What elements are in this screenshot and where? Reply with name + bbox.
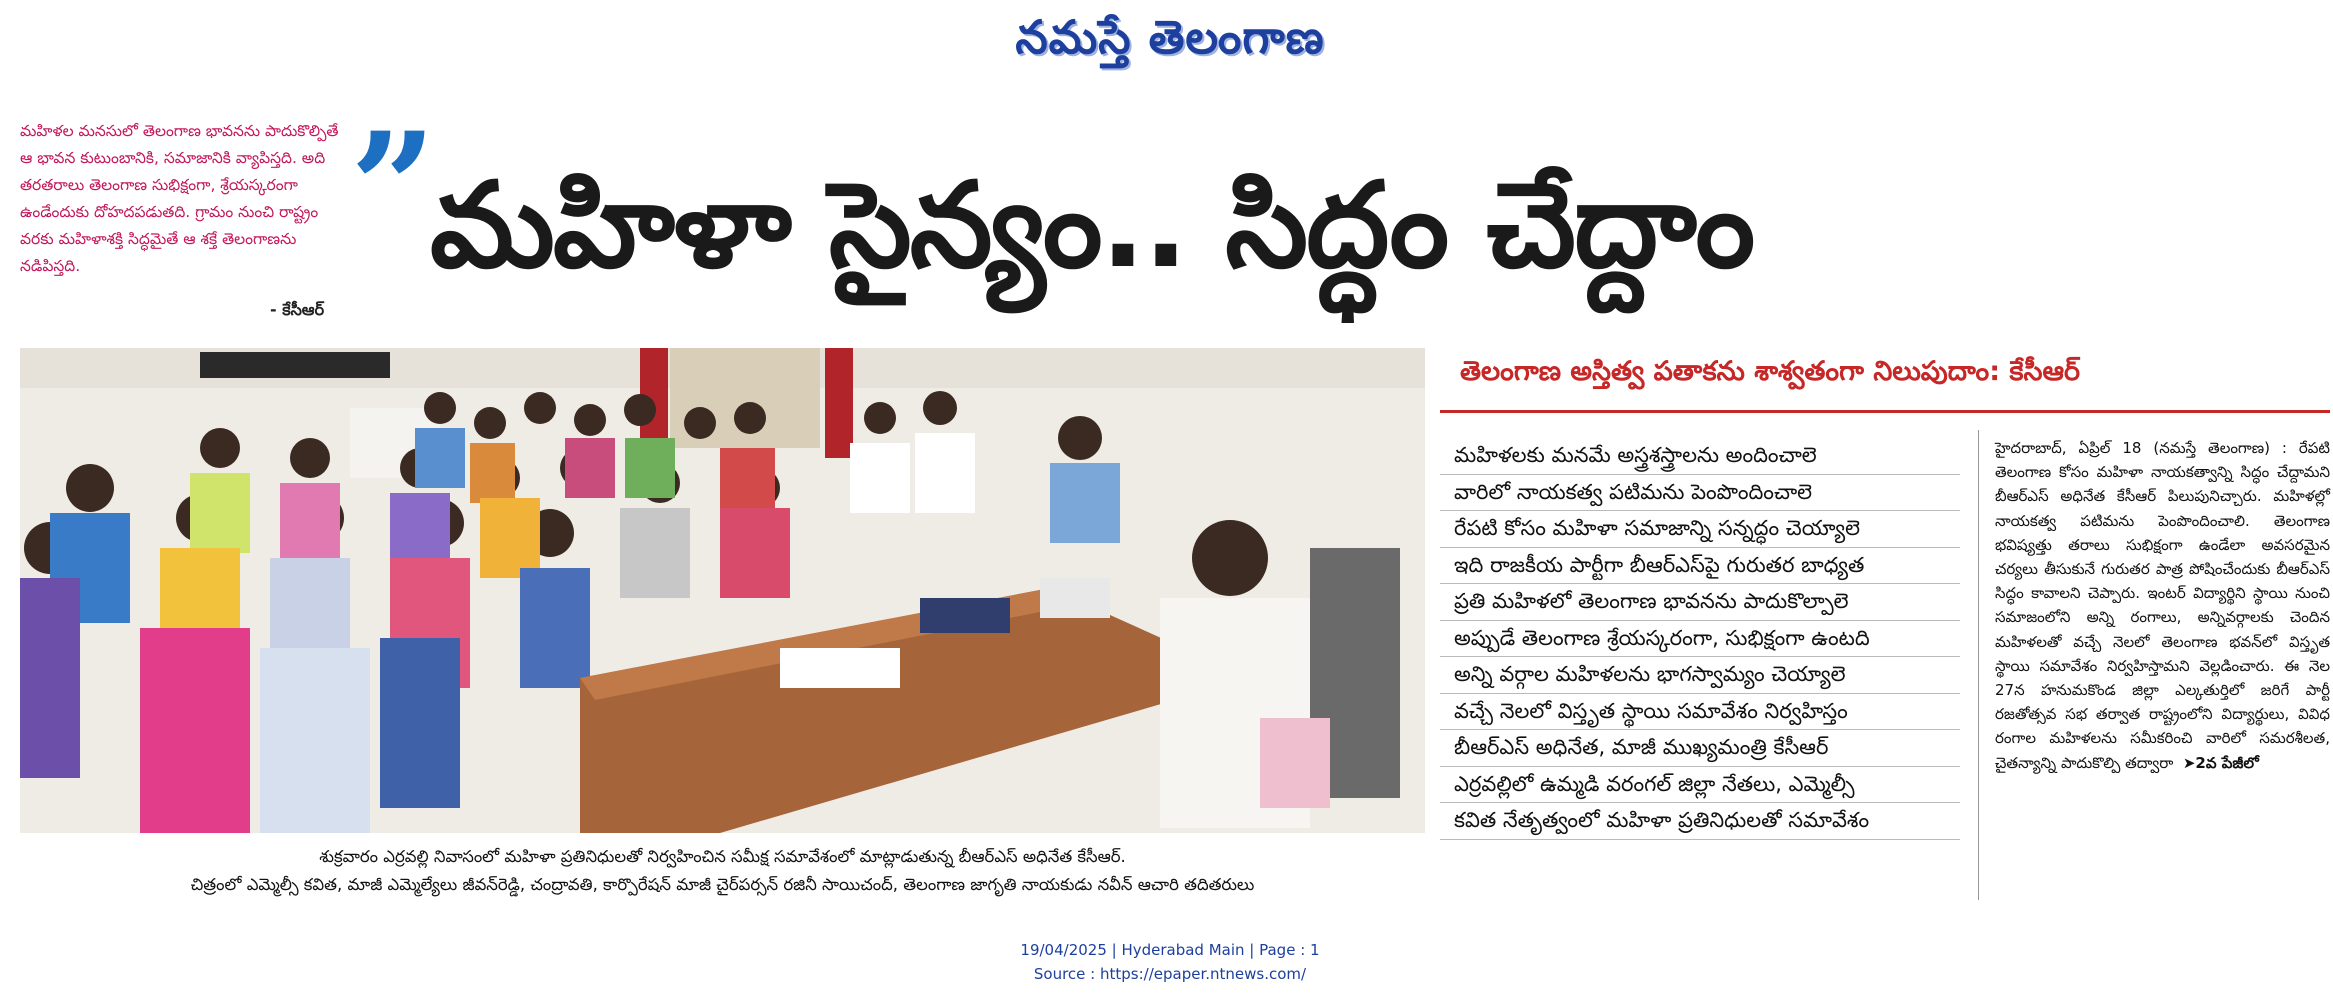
highlight-item: బీఆర్‌ఎస్ అధినేత, మాజీ ముఖ్యమంత్రి కేసీఆర్: [1440, 730, 1960, 767]
masthead: [960, 10, 1380, 74]
highlight-item: అప్పుడే తెలంగాణ శ్రేయస్కరంగా, సుభిక్షంగా ఉంటది: [1440, 621, 1960, 658]
highlight-item: వచ్చే నెలలో విస్తృత స్థాయి సమావేశం నిర్వహిస్తం: [1440, 694, 1960, 731]
caption-line-2: చిత్రంలో ఎమ్మెల్సీ కవిత, మాజీ ఎమ్మెల్యేలు జీవన్‌రెడ్డి, చంద్రావతి, కార్పొరేషన్ మాజీ చైర్‌పర్సన్ రజినీ సాయిచంద్, తెలంగాణ జాగృతి నాయకుడు నవీన్ ఆచారి తదితరులు: [190, 875, 1255, 894]
footer-source[interactable]: Source : https://epaper.ntnews.com/: [1033, 965, 1307, 983]
highlight-item: ఎర్రవల్లిలో ఉమ్మడి వరంగల్ జిల్లా నేతలు, ఎమ్మెల్సీ: [1440, 767, 1960, 804]
news-photo: [20, 348, 1425, 833]
footer-edition: 19/04/2025 | Hyderabad Main | Page : 1: [1020, 941, 1320, 959]
highlight-item: రేపటి కోసం మహిళా సమాజాన్ని సన్నద్ధం చెయ్యాలె: [1440, 511, 1960, 548]
story-text: హైదరాబాద్, ఏప్రిల్ 18 (నమస్తే తెలంగాణ) : రేపటి తెలంగాణ కోసం మహిళా నాయకత్వాన్ని సిద్ధం చేద్దామని బీఆర్‌ఎస్ అధినేత కేసీఆర్ పిలుపునిచ్చారు. మహిళల్లో నాయకత్వ పటిమను పెంపొందించాలి. తెలంగాణ భవిష్యత్తు తరాలు సుభిక్షంగా ఉండేలా అవసరమైన చర్యలు తీసుకునే గురుతర పాత్ర పోషించేందుకు బీఆర్‌ఎస్ సిద్ధం కావాలని చెప్పారు. ఇంటర్ విద్యార్థిని స్థాయి నుంచి సమాజంలోని అన్ని రంగాలు, అన్నివర్గాలకు చెందిన మహిళలతో వచ్చే నెలలో తెలంగాణ భవన్‌లో విస్తృత స్థాయి సమావేశం నిర్వహిస్తామని వెల్లడించారు. ఈ నెల 27న హనుమకొండ జిల్లా ఎల్కతుర్తిలో జరిగే పార్టీ రజతోత్సవ సభ తర్వాత రాష్ట్రంలోని విద్యార్థులు, వివిధ రంగాల మహిళలను సమీకరించి వారిలో సమరశీలత, చైతన్యాన్ని పాదుకొల్పి తద్వారా: [1995, 439, 2330, 772]
pull-quote: మహిళల మనసులో తెలంగాణ భావనను పాదుకొల్పితే ఆ భావన కుటుంబానికి, సమాజానికి వ్యాపిస్తది. అది తరతరాలు తెలంగాణ సుభిక్షంగా, శ్రేయస్కరంగా ఉండేందుకు దోహదపడుతది. గ్రామం నుంచి రాష్ట్రం వరకు మహిళాశక్తి సిద్ధమైతే ఆ శక్తే తెలంగాణను నడిపిస్తది.: [20, 122, 339, 275]
photo-caption: [20, 843, 1425, 899]
highlight-item: మహిళలకు మనమే అస్త్రశస్త్రాలను అందించాలె: [1440, 438, 1960, 475]
column-divider: [1978, 430, 1979, 900]
highlight-item: ఇది రాజకీయ పార్టీగా బీఆర్‌ఎస్‌పై గురుతర బాధ్యత: [1440, 548, 1960, 585]
pull-quote-author: - కేసీఆర్: [270, 300, 325, 319]
continued-link[interactable]: 2వ పేజీలో: [2195, 753, 2259, 772]
meeting-photo-illustration: [20, 348, 1425, 833]
highlight-item: అన్ని వర్గాల మహిళలను భాగస్వామ్యం చెయ్యాలె: [1440, 657, 1960, 694]
highlight-item: కవిత నేతృత్వంలో మహిళా ప్రతినిధులతో సమావేశం: [1440, 803, 1960, 840]
page-footer: [860, 938, 1480, 986]
subheadline-rule: [1440, 410, 2330, 413]
story-body: హైదరాబాద్, ఏప్రిల్ 18 (నమస్తే తెలంగాణ) : రేపటి తెలంగాణ కోసం మహిళా నాయకత్వాన్ని సిద్ధం చేద్దామని బీఆర్‌ఎస్ అధినేత కేసీఆర్ పిలుపునిచ్చారు. మహిళల్లో నాయకత్వ పటిమను పెంపొందించాలి. తెలంగాణ భవిష్యత్తు తరాలు సుభిక్షంగా ఉండేలా అవసరమైన చర్యలు తీసుకునే గురుతర పాత్ర పోషించేందుకు బీఆర్‌ఎస్ సిద్ధం కావాలని చెప్పారు. ఇంటర్ విద్యార్థిని స్థాయి నుంచి సమాజంలోని అన్ని రంగాలు, అన్నివర్గాలకు చెందిన మహిళలతో వచ్చే నెలలో తెలంగాణ భవన్‌లో విస్తృత స్థాయి సమావేశం నిర్వహిస్తామని వెల్లడించారు. ఈ నెల 27న హనుమకొండ జిల్లా ఎల్కతుర్తిలో జరిగే పార్టీ రజతోత్సవ సభ తర్వాత రాష్ట్రంలోని విద్యార్థులు, వివిధ రంగాల మహిళలను సమీకరించి వారిలో సమరశీలత, చైతన్యాన్ని పాదుకొల్పి తద్వారా ➤2వ పేజీలో: [1995, 439, 2330, 772]
quote-mark-icon: ”: [350, 100, 437, 276]
highlight-item: వారిలో నాయకత్వ పటిమను పెంపొందించాలె: [1440, 475, 1960, 512]
highlights-list: [1440, 438, 1960, 840]
subheadline: తెలంగాణ అస్తిత్వ పతాకను శాశ్వతంగా నిలుపుదాం: కేసీఆర్: [1460, 356, 2081, 387]
headline: మహిళా సైన్యం.. సిద్ధం చేద్దాం: [430, 156, 1754, 294]
masthead-title: నమస్తే తెలంగాణ: [1015, 10, 1325, 64]
highlight-item: ప్రతి మహిళలో తెలంగాణ భావనను పాదుకొల్పాలె: [1440, 584, 1960, 621]
caption-line-1: శుక్రవారం ఎర్రవల్లి నివాసంలో మహిళా ప్రతినిధులతో నిర్వహించిన సమీక్ష సమావేశంలో మాట్లాడుతున్న బీఆర్‌ఎస్ అధినేత కేసీఆర్.: [319, 847, 1126, 866]
